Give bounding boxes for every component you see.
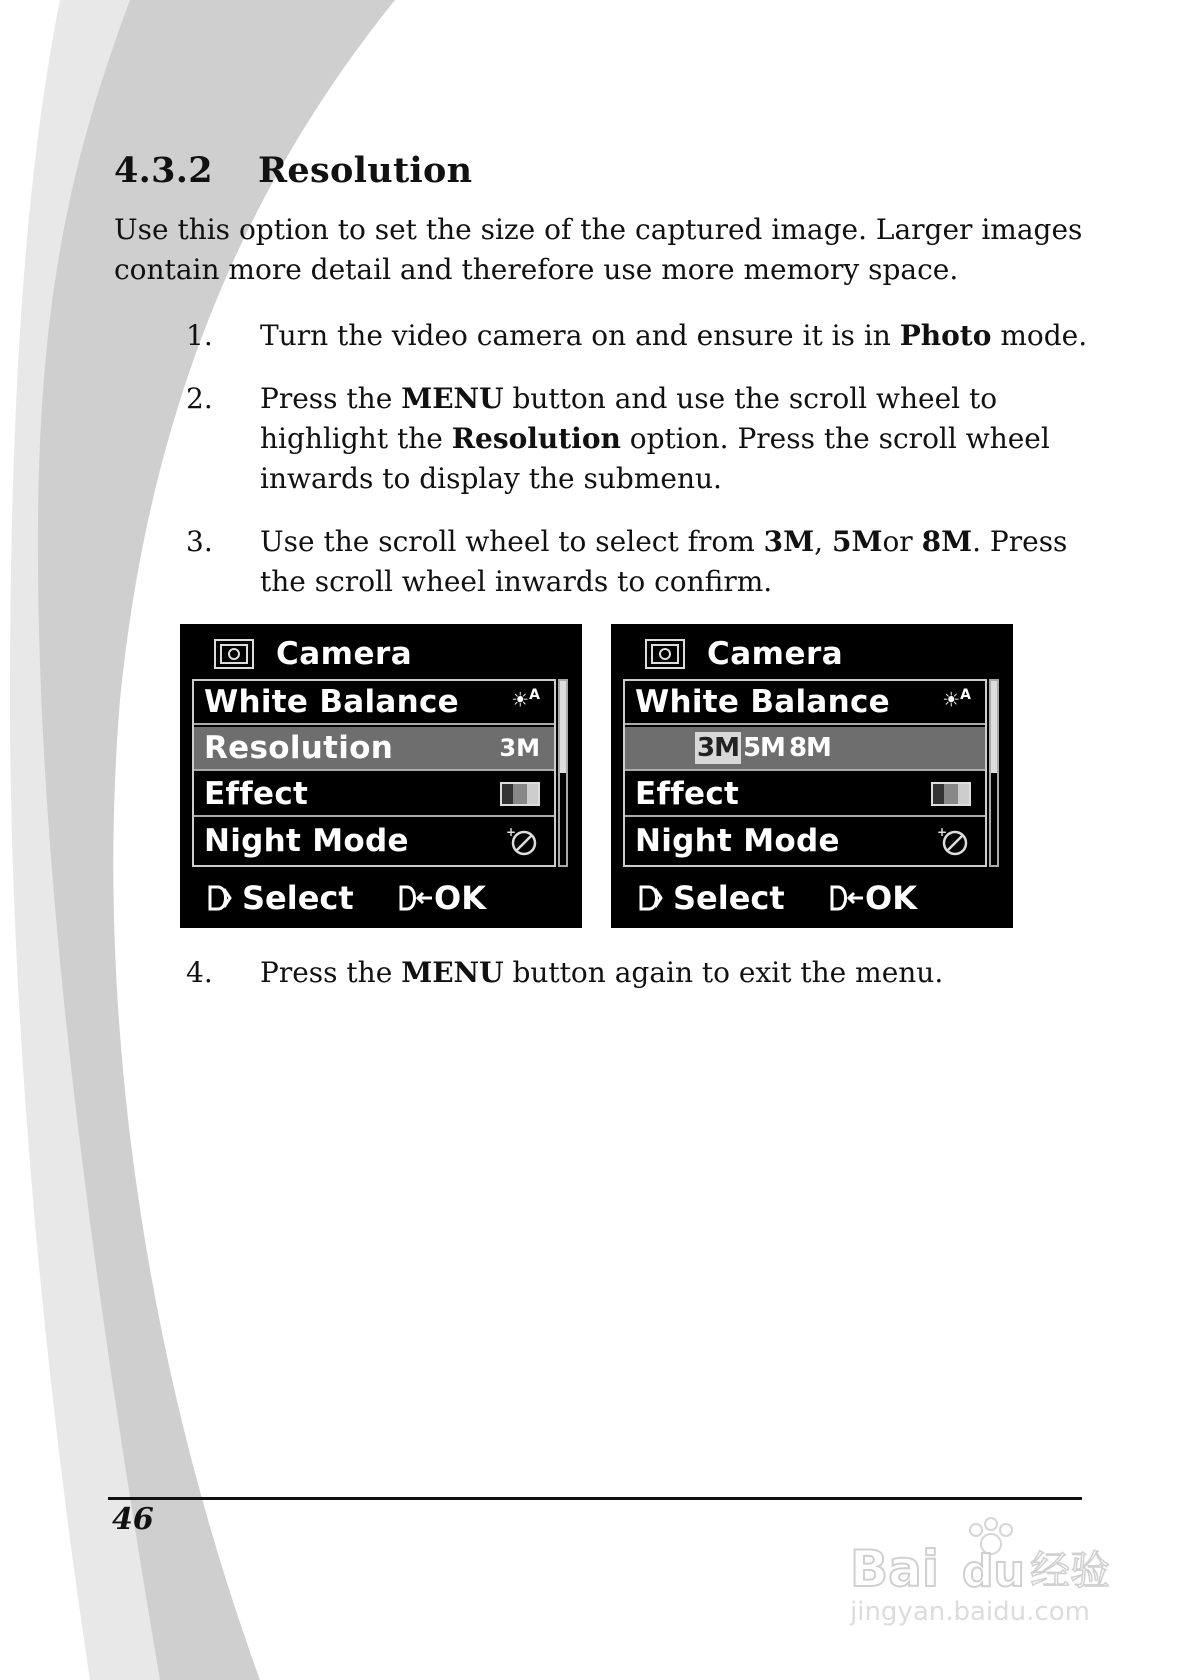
resolution-submenu bbox=[625, 727, 985, 771]
step-number: 4. bbox=[186, 956, 213, 989]
resolution-value: 3M bbox=[499, 734, 540, 762]
svg-text:du: du bbox=[962, 1546, 1025, 1597]
night-mode-off-icon bbox=[504, 824, 540, 858]
baidu-watermark-logo bbox=[846, 1512, 1126, 1632]
menu-item-effect[interactable]: Effect bbox=[625, 773, 985, 817]
step-text: Press the MENU button again to exit the menu. bbox=[260, 956, 944, 989]
menu-item-white-balance[interactable]: White Balance ☀$^A$ bbox=[194, 681, 554, 725]
effect-icon bbox=[500, 782, 540, 806]
scroll-wheel-icon bbox=[637, 883, 667, 913]
menu-item-effect[interactable]: Effect bbox=[194, 773, 554, 817]
press-wheel-icon bbox=[829, 883, 865, 913]
camera-icon bbox=[645, 639, 685, 669]
section-number: 4.3.2 bbox=[114, 150, 213, 191]
night-mode-off-icon bbox=[935, 824, 971, 858]
page-number: 46 bbox=[112, 1502, 154, 1537]
step-number: 3. bbox=[186, 525, 213, 558]
resolution-options bbox=[695, 732, 833, 764]
press-wheel-icon bbox=[398, 883, 434, 913]
svg-text:Bai: Bai bbox=[850, 1540, 939, 1598]
option-5m[interactable]: 5M bbox=[742, 733, 785, 763]
intro-paragraph: Use this option to set the size of the captured image. Larger images contain more detail and therefore use more memory space. bbox=[114, 213, 1083, 286]
footer-ok bbox=[398, 879, 486, 917]
svg-text:jingyan.baidu.com: jingyan.baidu.com bbox=[850, 1597, 1090, 1627]
step-number: 2. bbox=[186, 382, 213, 415]
option-8m[interactable]: 8M bbox=[788, 733, 831, 763]
footer-ok-label: OK bbox=[434, 879, 486, 917]
menu-item-resolution[interactable]: Resolution 3M bbox=[194, 727, 554, 771]
section-heading bbox=[114, 150, 472, 191]
camera-menu-screen-resolution-submenu bbox=[611, 624, 1013, 928]
option-3m[interactable]: 3M bbox=[697, 733, 739, 763]
footer-rule bbox=[108, 1497, 1082, 1500]
screen-footer bbox=[206, 879, 562, 917]
effect-icon bbox=[931, 782, 971, 806]
footer-ok bbox=[829, 879, 917, 917]
step-text: Turn the video camera on and ensure it is in Photo mode. bbox=[260, 319, 1088, 352]
scrollbar-thumb bbox=[991, 681, 997, 773]
scrollbar-thumb bbox=[560, 681, 566, 773]
screen-title-row bbox=[645, 632, 843, 676]
camera-icon bbox=[214, 639, 254, 669]
menu-item-white-balance[interactable]: White Balance ☀$^A$ bbox=[625, 681, 985, 725]
step-text: Press the MENU button and use the scroll wheel to highlight the Resolution option. Press the scroll wheel inwards to display the submenu. bbox=[260, 382, 1050, 495]
footer-select-label: Select bbox=[673, 879, 785, 917]
svg-text:经验: 经验 bbox=[1030, 1548, 1110, 1594]
camera-menu-screen-resolution bbox=[180, 624, 582, 928]
screen-footer bbox=[637, 879, 993, 917]
section-title: Resolution bbox=[258, 150, 473, 191]
scroll-wheel-icon bbox=[206, 883, 236, 913]
step-number: 1. bbox=[186, 319, 213, 352]
footer-ok-label: OK bbox=[865, 879, 917, 917]
footer-select-label: Select bbox=[242, 879, 354, 917]
white-balance-auto-icon: ☀$^A$ bbox=[511, 687, 540, 712]
step-text: Use the scroll wheel to select from 3M, 5Mor 8M. Press the scroll wheel inwards to confirm. bbox=[260, 525, 1068, 598]
screen-title: Camera bbox=[707, 636, 844, 672]
svg-text:+: + bbox=[937, 825, 948, 839]
white-balance-auto-icon: ☀$^A$ bbox=[942, 687, 971, 712]
screen-title-row bbox=[214, 632, 412, 676]
menu-item-night-mode[interactable]: Night Mode + bbox=[625, 819, 985, 863]
menu-item-night-mode[interactable]: Night Mode + bbox=[194, 819, 554, 863]
screen-title: Camera bbox=[276, 636, 413, 672]
svg-text:+: + bbox=[506, 825, 517, 839]
